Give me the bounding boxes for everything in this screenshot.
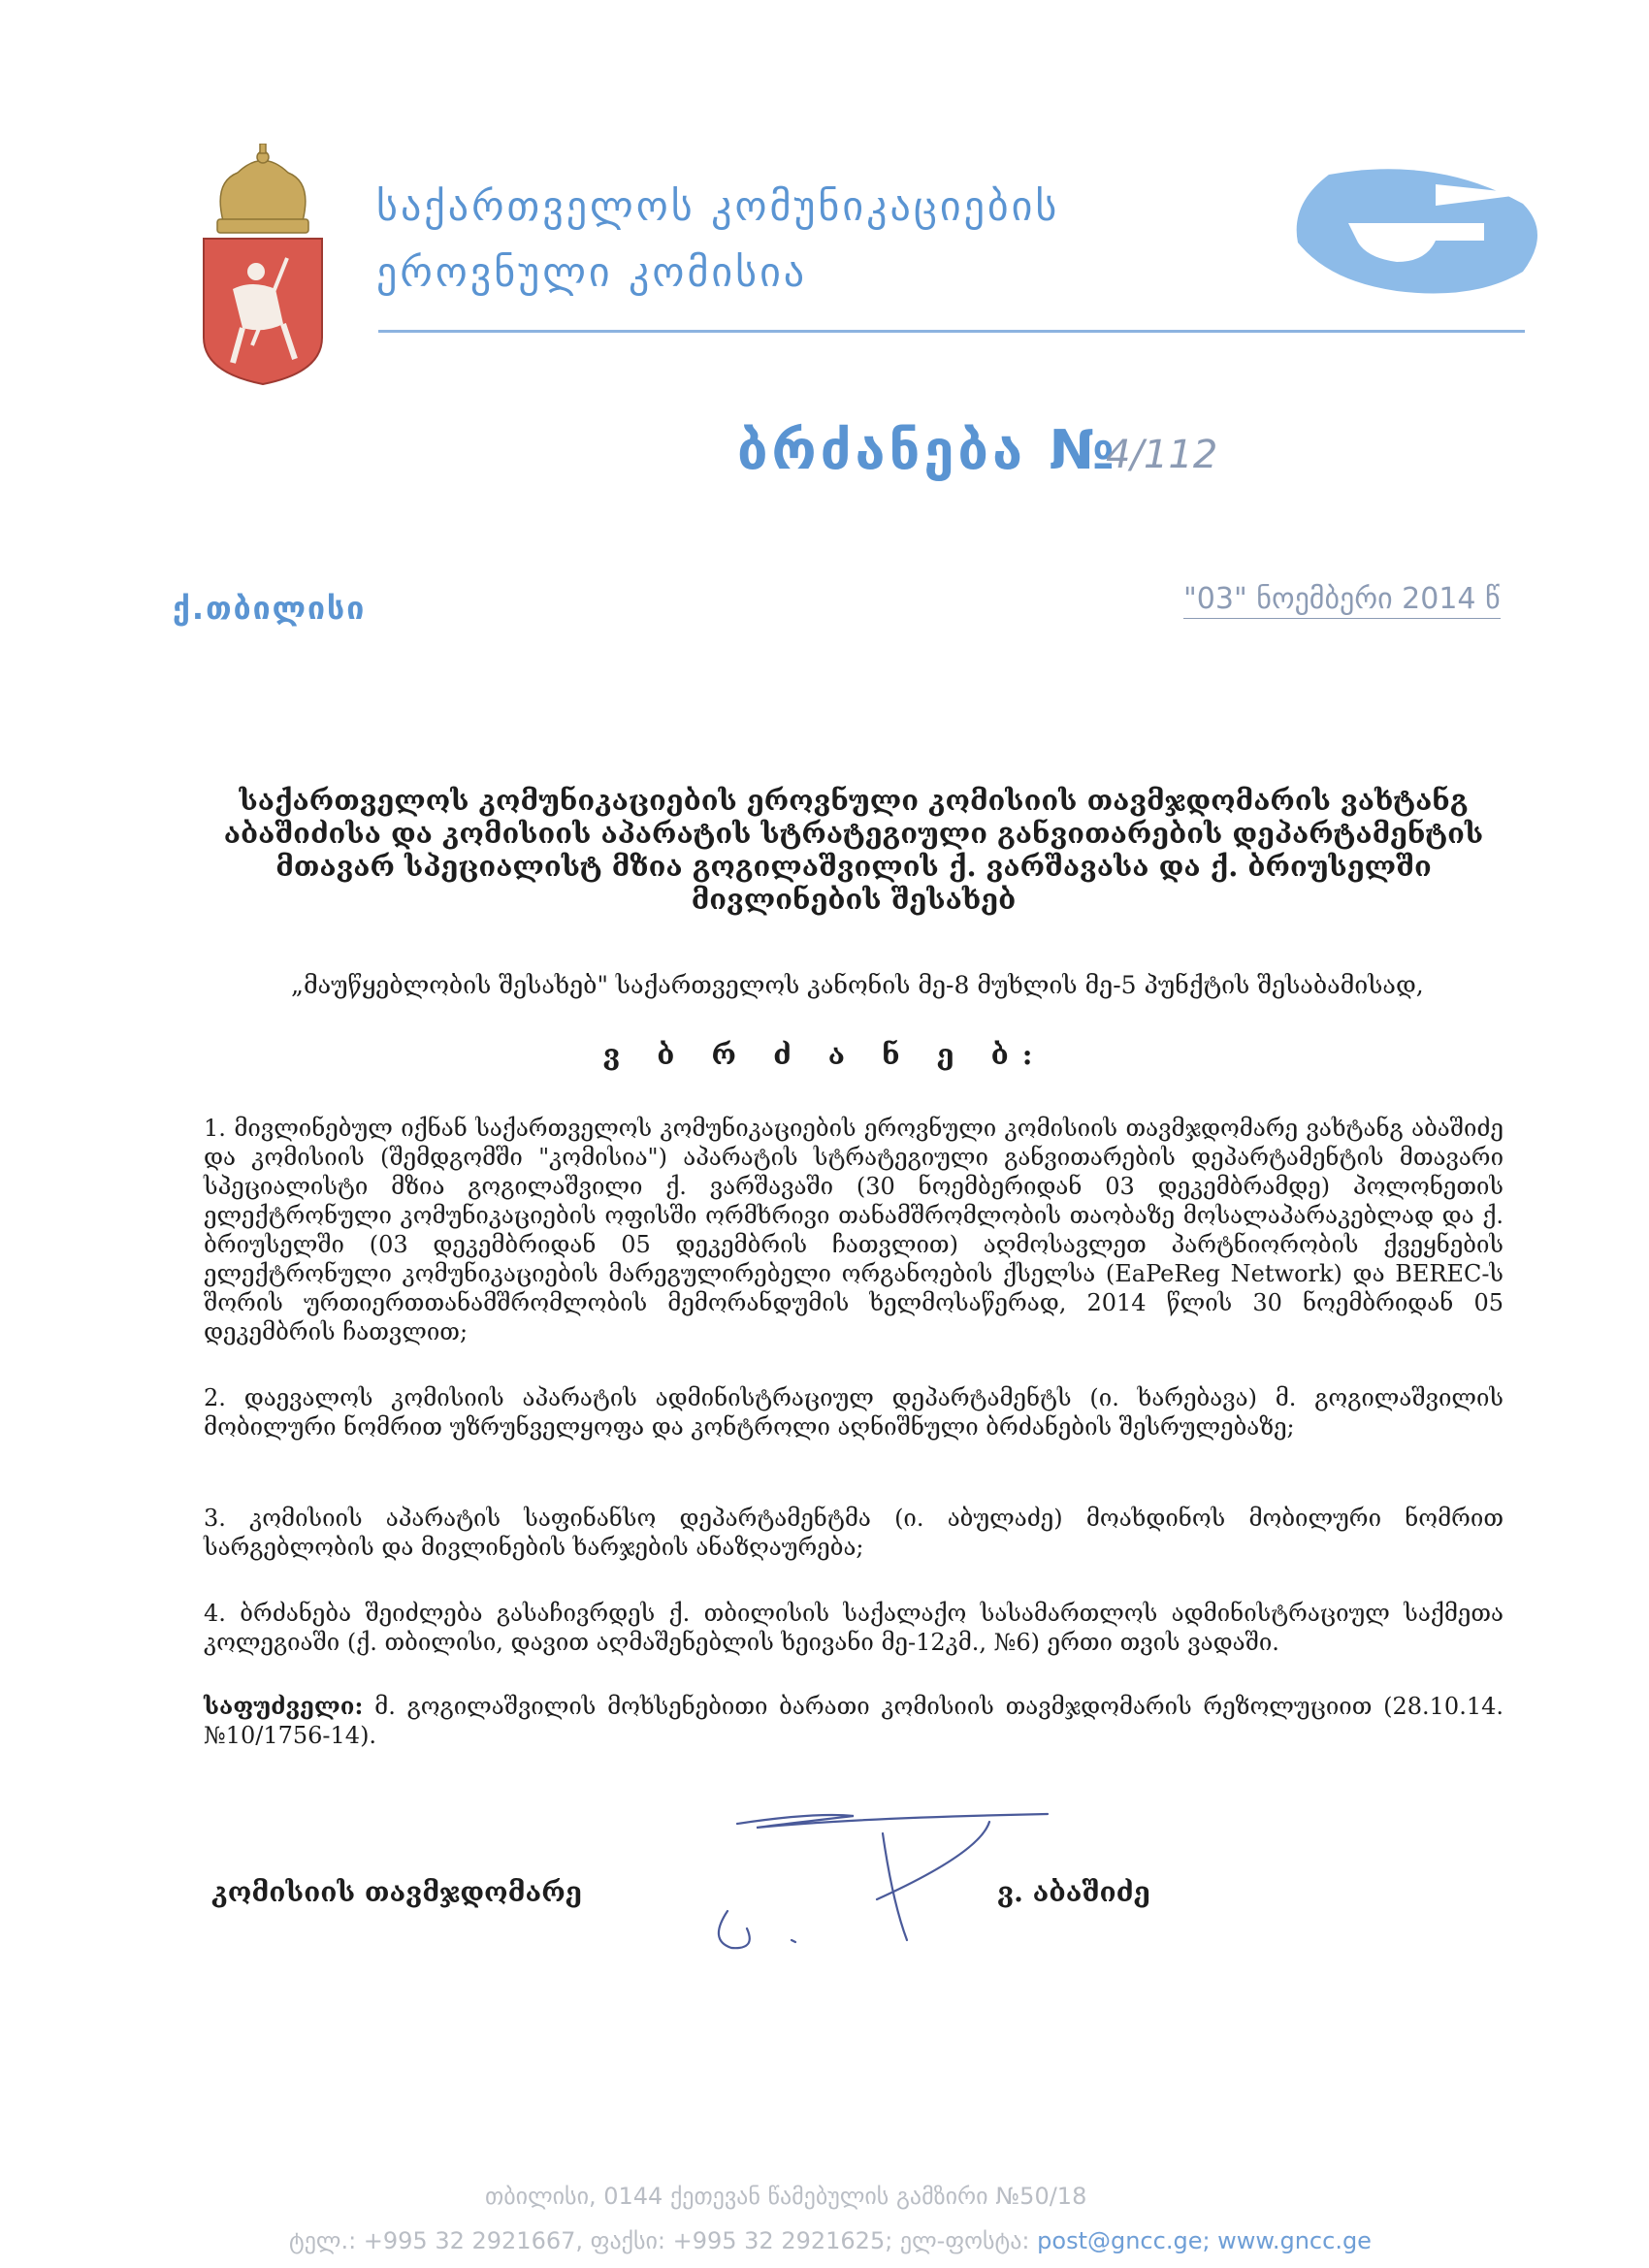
gncc-logo — [1290, 165, 1552, 301]
footer-email-website: post@gncc.ge; www.gncc.ge — [1037, 2227, 1372, 2254]
order-date: "03" ნოემბერი 2014 წ — [1183, 582, 1501, 619]
order-number: 4/112 — [1106, 433, 1218, 477]
letterhead-divider — [378, 330, 1525, 333]
order-item-4: 4. ბრძანება შეიძლება გასაჩივრდეს ქ. თბილისის საქალაქო სასამართლოს ადმინისტრაციულ საქმეთა კოლეგიაში (ქ. თბილისი, დავით აღმაშენებლის ხეივანი მე-12კმ., №6) ერთი თვის ვადაში. — [204, 1600, 1504, 1656]
order-item-1: 1. მივლინებულ იქნან საქართველოს კომუნიკაციების ეროვნული კომისიის თავმჯდომარე ვახტანგ აბაშიძე და კომისიის (შემდგომში "კომისია") აპარატის სტრატეგიული განვითარების დეპარტამენტის მთავარი სპეციალისტი მზია გოგილაშვილი ქ. ვარშავაში (30 ნოემბერიდან 03 დეკემბრამდე) პოლონეთის ელექტრონული კომუნიკაციების ოფისში ორმხრივი თანამშრომლობის თაობაზე მოსალაპარაკებლად და ქ. ბრიუსელში (03 დეკემბრიდან 05 დეკემბრის ჩათვლით) აღმოსავლეთ პარტნიორობის ქვეყნების ელექტრონული კომუნიკაციების მარეგულირებელი ორგანოების ქსელსა (EaPeReg Network) და BEREC-ს შორის ურთიერთთანამშრომლობის მემორანდუმის ხელმოსაწერად, 2014 წლის 30 ნოემბრიდან 05 დეკემბრის ჩათვლით; — [204, 1115, 1504, 1345]
signatory-title: კომისიის თავმჯდომარე — [211, 1876, 582, 1908]
coat-of-arms-emblem — [194, 144, 332, 388]
organization-name-line1: საქართველოს კომუნიკაციების — [376, 182, 1060, 230]
footer-contacts — [289, 2227, 1372, 2254]
basis-text: მ. გოგილაშვილის მოხსენებითი ბარათი კომისიის თავმჯდომარის რეზოლუციით (28.10.14. №10/1756-14). — [204, 1693, 1504, 1749]
basis-label: საფუძველი: — [204, 1692, 364, 1720]
order-basis — [204, 1692, 1504, 1750]
signatory-name: ვ. აბაშიძე — [997, 1876, 1150, 1908]
order-item-2: 2. დაევალოს კომისიის აპარატის ადმინისტრაციულ დეპარტამენტს (ი. ხარებავა) მ. გოგილაშვილის მობილური ნომრით უზრუნველყოფა და კონტროლი აღნიშნული ბრძანების შესრულებაზე; — [204, 1384, 1504, 1441]
document-subject: საქართველოს კომუნიკაციების ეროვნული კომისიის თავმჯდომარის ვახტანგ აბაშიძისა და კომისიის აპარატის სტრატეგიული განვითარების დეპარტამენტის მთავარ სპეციალისტ მზია გოგილაშვილის ქ. ვარშავასა და ქ. ბრიუსელში მივლინების შესახებ — [223, 784, 1484, 916]
footer-phone-fax: ტელ.: +995 32 2921667, ფაქსი: +995 32 2921625; ელ-ფოსტა: — [289, 2227, 1030, 2254]
order-title: ბრძანება № — [737, 419, 1118, 482]
city-label: ქ.თბილისი — [173, 590, 367, 627]
document-preamble: „მაუწყებლობის შესახებ" საქართველოს კანონის მე-8 მუხლის მე-5 პუნქტის შესაბამისად, — [291, 971, 1424, 999]
organization-name-line2: ეროვნული კომისია — [376, 248, 808, 296]
footer-address: თბილისი, 0144 ქეთევან წამებულის გამზირი №50/18 — [485, 2183, 1087, 2210]
order-item-3: 3. კომისიის აპარატის საფინანსო დეპარტამენტმა (ი. აბულაძე) მოახდინოს მობილური ნომრით სარგებლობის და მივლინების ხარჯების ანაზღაურება; — [204, 1505, 1504, 1561]
decree-heading: ვ ბ რ ძ ა ნ ე ბ: — [602, 1038, 1047, 1071]
